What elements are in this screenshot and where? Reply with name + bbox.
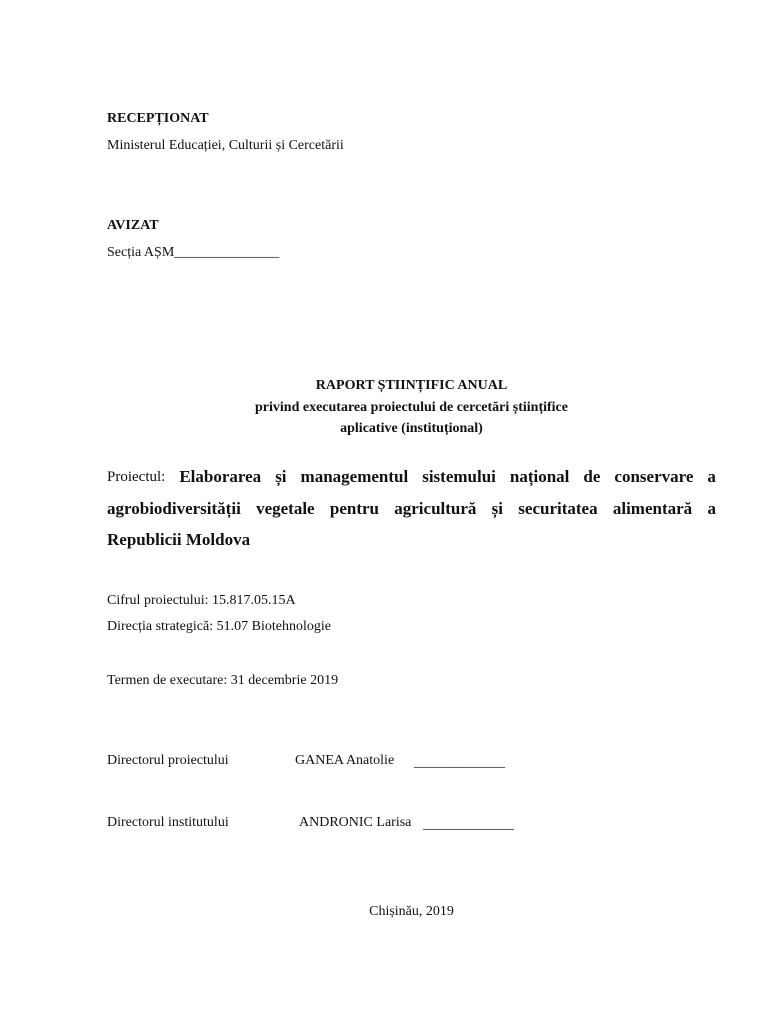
institute-director-signature-line: _____________ [423, 817, 514, 832]
project-code: Cifrul proiectului: 15.817.05.15A [107, 593, 296, 608]
project-title-word: și [275, 467, 287, 486]
execution-term: Termen de executare: 31 decembrie 2019 [107, 673, 339, 688]
project-title-word: vegetale [256, 499, 315, 518]
project-director-name: GANEA Anatolie [295, 753, 395, 768]
project-director-signature-line: _____________ [414, 755, 505, 770]
project-title-word: alimentară [612, 499, 693, 518]
project-title-word: sistemului [422, 467, 496, 486]
project-title-line3: Republicii Moldova [107, 530, 251, 549]
project-title-word: a [707, 499, 716, 518]
project-title-word: agrobiodiversității [107, 499, 241, 518]
project-title-word: managementul [300, 467, 409, 486]
report-title: RAPORT ȘTIINȚIFIC ANUAL [315, 378, 508, 393]
institute-director-name: ANDRONIC Larisa [299, 815, 412, 830]
project-title-word: național [509, 467, 570, 486]
receptionat-heading: RECEPȚIONAT [107, 111, 209, 126]
project-title-word: pentru [329, 499, 379, 518]
project-title-word: a [707, 467, 716, 486]
project-title-word: și [491, 499, 504, 518]
project-title-word: de [583, 467, 601, 486]
project-title-word: conservare [614, 467, 694, 486]
project-title-word: Elaborarea [179, 467, 262, 486]
avizat-section: Secția AȘM_______________ [107, 245, 280, 260]
strategic-direction: Direcția strategică: 51.07 Biotehnologie [107, 619, 331, 634]
project-label: Proiectul: [107, 469, 166, 485]
receptionat-ministry: Ministerul Educației, Culturii și Cercetării [107, 138, 344, 153]
project-title-word: agricultură [394, 499, 477, 518]
avizat-heading: AVIZAT [107, 218, 159, 233]
project-title-line2 [107, 499, 716, 519]
institute-director-label: Directorul institutului [107, 815, 229, 830]
report-subtitle-line1: privind executarea proiectului de cercetări științifice [255, 400, 568, 415]
project-title-word: securitatea [518, 499, 598, 518]
project-director-label: Directorul proiectului [107, 753, 229, 768]
project-title-line1 [107, 467, 716, 487]
report-subtitle-line2: aplicative (instituțional) [340, 421, 483, 436]
place-and-year: Chișinău, 2019 [369, 904, 454, 919]
